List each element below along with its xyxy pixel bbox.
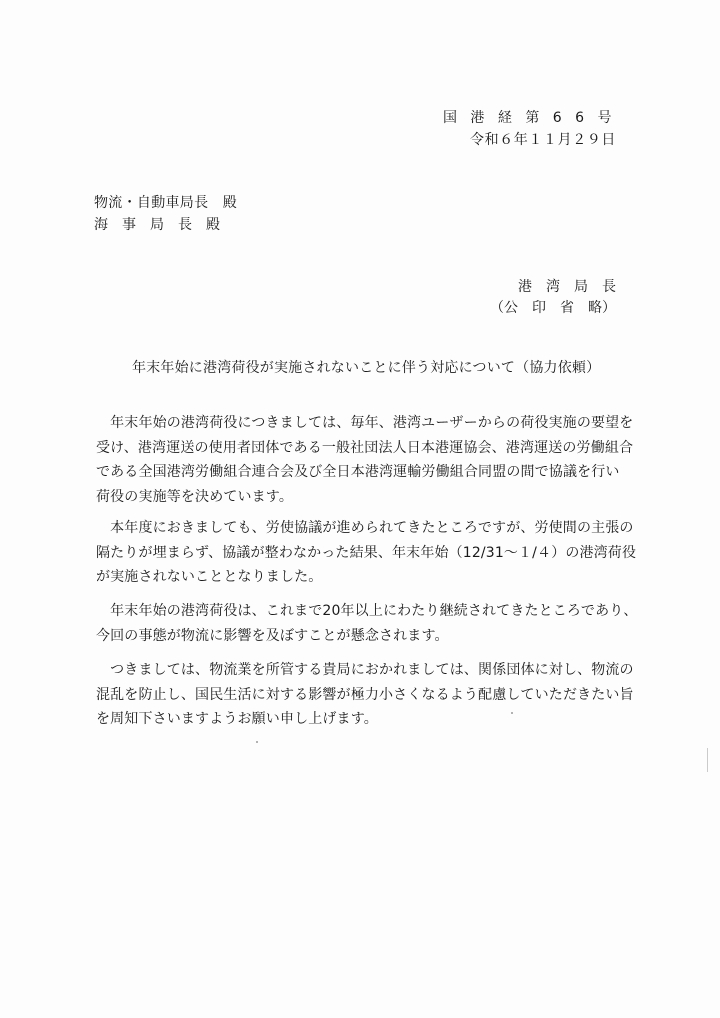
scan-speck [707,748,708,772]
paragraph-line: 本年度におきましても、労使協議が進められてきたところですが、労使間の主張の [96,520,634,536]
paragraph-line: 今回の事態が物流に影響を及ぼすことが懸念されます。 [96,627,449,644]
paragraph-line: 荷役の実施等を決めています。 [96,488,293,505]
document-number: 国 港 経 第 6 6 号 [442,110,616,126]
addressee-line: 海 事 局 長 殿 [94,217,220,233]
paragraph-line: である全国港湾労働組合連合会及び全日本港湾運輸労働組合同盟の間で協議を行い [96,464,620,480]
body-paragraph [96,599,641,648]
scan-speck [256,741,258,743]
paragraph-line: つきましては、物流業を所管する貴局におかれましては、関係団体に対し、物流の [96,662,634,678]
paragraph-line: 隔たりが埋まらず、協議が整わなかった結果、年末年始（12/31～１/４）の港湾荷役 [96,544,637,561]
paragraph-line: が実施されないこととなりました。 [96,569,323,585]
paragraph-line: 混乱を防止し、国民生活に対する影響が極力小さくなるよう配慮していただきたい旨 [96,686,634,703]
body-paragraph [96,658,641,732]
paragraph-line: 年末年始の港湾荷役につきましては、毎年、港湾ユーザーからの荷役実施の要望を [96,415,634,431]
seal-omitted-note: （公 印 省 略） [490,300,616,316]
body-paragraph [96,516,641,590]
scan-speck [511,712,513,714]
paragraph-line: 年末年始の港湾荷役は、これまで20年以上にわたり継続されてきたところであり、 [96,603,638,619]
paragraph-line: 受け、港湾運送の使用者団体である一般社団法人日本港運協会、港湾運送の労働組合 [96,439,634,456]
paragraph-line: を周知下さいますようお願い申し上げます。 [96,711,378,727]
sender-name: 港 湾 局 長 [518,279,616,295]
body-paragraph [96,411,641,509]
document-date: 令和６年１１月２９日 [470,132,616,148]
addressee-line: 物流・自動車局長 殿 [94,195,237,211]
document-title: 年末年始に港湾荷役が実施されないことに伴う対応について（協力依頼） [132,360,601,376]
